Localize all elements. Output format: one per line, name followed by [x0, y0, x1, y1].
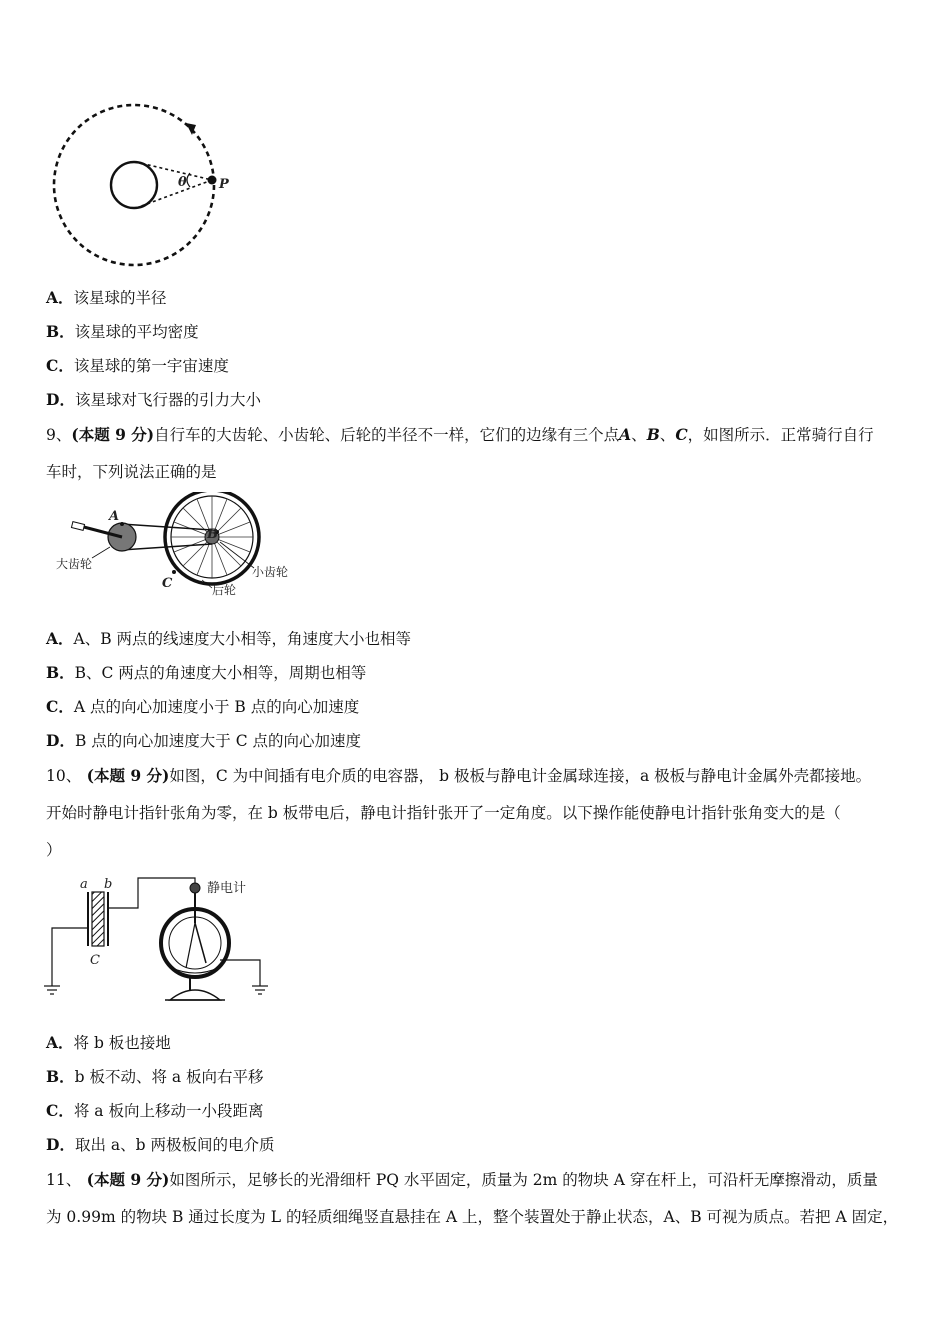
q8-option-b[interactable]: B．该星球的平均密度	[46, 322, 199, 341]
rear-wheel-label: 后轮	[212, 583, 237, 597]
theta-label: θ	[178, 175, 187, 190]
q11-stem-1: 11、 (本题 9 分)如图所示，足够长的光滑细杆 PQ 水平固定，质量为 2m 的物块 A 穿在杆上，可沿杆无摩擦滑动，质量	[46, 1170, 878, 1189]
electrometer-figure	[40, 868, 280, 1008]
q9-number: 9、	[46, 426, 72, 444]
big-gear-label: 大齿轮	[56, 557, 93, 571]
plate-b-label: b	[104, 877, 113, 892]
electrometer-label: 静电计	[207, 881, 247, 896]
q10-stem-3: ）	[46, 841, 62, 859]
q9-score: (本题 9 分)	[71, 425, 155, 444]
q9-option-d[interactable]: D．B 点的向心加速度大于 C 点的向心加速度	[46, 731, 361, 750]
q11-stem-2: 为 0.99m 的物块 B 通过长度为 L 的轻质细绳竖直悬挂在 A 上，整个装置处于静止状态，A、B 可视为质点。若把 A 固定，	[46, 1208, 899, 1226]
q9-option-a[interactable]: A．A、B 两点的线速度大小相等，角速度大小也相等	[46, 629, 412, 648]
plate-a-label: a	[80, 877, 88, 892]
q9-option-b[interactable]: B．B、C 两点的角速度大小相等，周期也相等	[46, 663, 367, 682]
q9-option-c[interactable]: C．A 点的向心加速度小于 B 点的向心加速度	[46, 697, 360, 716]
dielectric	[92, 892, 104, 946]
orbit-figure	[46, 95, 246, 275]
craft-point	[208, 176, 217, 185]
q8-option-c[interactable]: C．该星球的第一宇宙速度	[46, 356, 229, 375]
bicycle-figure	[52, 492, 302, 602]
q10-option-c[interactable]: C．将 a 板向上移动一小段距离	[46, 1101, 264, 1120]
q10-option-d[interactable]: D．取出 a、b 两极板间的电介质	[46, 1135, 275, 1154]
small-gear-label: 小齿轮	[252, 565, 289, 579]
q9-stem: 9、(本题 9 分)自行车的大齿轮、小齿轮、后轮的半径不一样，它们的边缘有三个点A、B、C，如图所示．正常骑行自行	[46, 425, 874, 444]
q9-stem-2: 车时，下列说法正确的是	[46, 463, 217, 481]
q8-option-a[interactable]: A．该星球的半径	[46, 288, 167, 307]
point-a-label: A	[109, 509, 120, 524]
q10-stem-1: 10、 (本题 9 分)如图，C 为中间插有电介质的电容器， b 极板与静电计金属球连接，a 极板与静电计金属外壳都接地。	[46, 766, 872, 785]
point-c-label: C	[162, 576, 173, 591]
q10-option-a[interactable]: A．将 b 板也接地	[46, 1033, 171, 1052]
q8-option-d[interactable]: D．该星球对飞行器的引力大小	[46, 390, 261, 409]
q10-stem-2: 开始时静电计指针张角为零，在 b 板带电后，静电计指针张开了一定角度。以下操作能使静电计指针张角变大的是（	[46, 804, 841, 822]
planet-circle	[111, 162, 157, 208]
q10-option-b[interactable]: B．b 板不动、将 a 板向右平移	[46, 1067, 264, 1086]
p-label: P	[219, 177, 229, 192]
point-b-label: B	[207, 527, 218, 542]
capacitor-c-label: C	[90, 953, 100, 968]
